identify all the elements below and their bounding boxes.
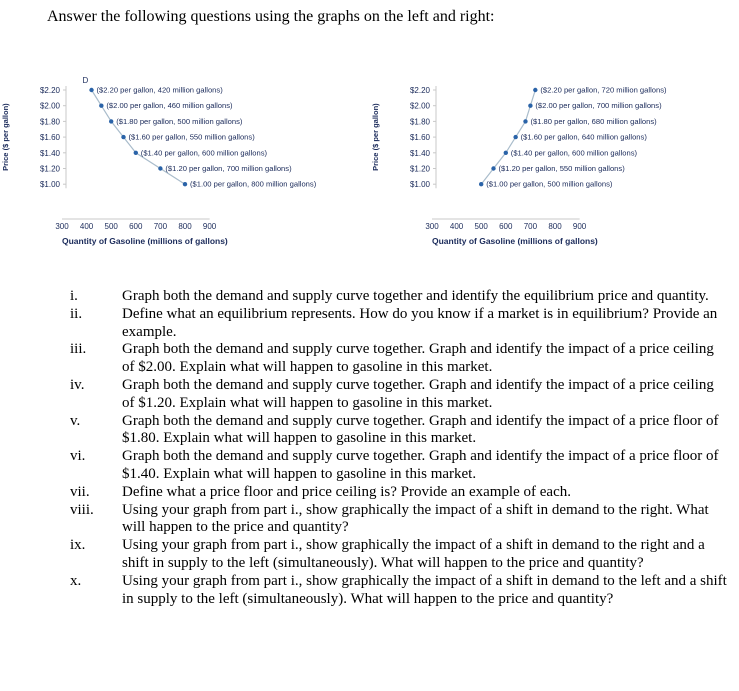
x-tick-label: 800 bbox=[548, 222, 562, 231]
data-point-label: ($1.80 per gallon, 680 million gallons) bbox=[530, 116, 657, 126]
x-tick-label: 900 bbox=[572, 222, 587, 231]
y-tick-label: $1.40 bbox=[409, 148, 430, 158]
question-item bbox=[60, 377, 730, 413]
question-text: Using your graph from part i., show graphically the impact of a shift in demand to the right and a shift in supply to the left (simultaneously). What will happen to the price and quantity? bbox=[122, 537, 705, 571]
question-number: iv. bbox=[70, 376, 85, 393]
question-item bbox=[60, 537, 730, 573]
data-point-label: ($2.20 per gallon, 720 million gallons) bbox=[540, 85, 667, 95]
data-point-label: ($1.80 per gallon, 500 million gallons) bbox=[116, 116, 243, 126]
data-point bbox=[513, 135, 517, 139]
data-point bbox=[109, 119, 113, 123]
x-tick-label: 700 bbox=[523, 222, 538, 231]
question-item bbox=[60, 502, 730, 538]
question-item bbox=[60, 306, 730, 342]
y-tick-label: $1.80 bbox=[39, 117, 60, 127]
data-point-label: ($1.20 per gallon, 550 million gallons) bbox=[498, 164, 625, 173]
data-point-label: ($2.00 per gallon, 700 million gallons) bbox=[535, 101, 662, 111]
question-item bbox=[60, 573, 730, 609]
data-point-label: ($1.00 per gallon, 800 million gallons) bbox=[190, 179, 317, 189]
x-tick-label: 600 bbox=[129, 222, 143, 231]
question-item bbox=[60, 484, 730, 502]
question-text: Graph both the demand and supply curve together. Graph and identify the impact of a price ceiling of $1.20. Explain what will happen to gasoline in this market. bbox=[122, 376, 714, 411]
y-tick-label: $1.60 bbox=[39, 133, 60, 143]
y-axis-title: Price ($ per gallon) bbox=[371, 103, 380, 171]
data-point-label: ($1.60 per gallon, 640 million gallons) bbox=[520, 132, 647, 142]
x-tick-label: 600 bbox=[499, 222, 513, 231]
data-point bbox=[533, 88, 537, 92]
question-text: Define what an equilibrium represents. How do you know if a market is in equilibrium? Provide an example. bbox=[122, 305, 718, 340]
y-tick-label: $1.00 bbox=[39, 180, 60, 190]
supply-graph bbox=[370, 55, 739, 255]
x-tick-label: 500 bbox=[474, 222, 488, 231]
question-number: ix. bbox=[70, 537, 86, 554]
question-text: Graph both the demand and supply curve together. Graph and identify the impact of a price ceiling of $2.00. Explain what will happen to gasoline in this market. bbox=[122, 341, 714, 376]
data-point bbox=[479, 182, 483, 186]
data-point bbox=[89, 88, 93, 92]
data-point-label: ($2.20 per gallon, 420 million gallons) bbox=[96, 85, 223, 95]
question-number: x. bbox=[70, 572, 82, 589]
y-axis-title: Price ($ per gallon) bbox=[1, 103, 10, 171]
x-tick-label: 900 bbox=[202, 222, 217, 231]
data-point bbox=[183, 182, 187, 186]
question-item bbox=[60, 288, 730, 306]
data-point bbox=[491, 166, 495, 170]
question-text: Using your graph from part i., show graphically the impact of a shift in demand to the right. What will happen to the price and quantity? bbox=[122, 501, 709, 536]
x-axis-title: Quantity of Gasoline (millions of gallons) bbox=[432, 236, 598, 246]
question-text: Graph both the demand and supply curve together and identify the equilibrium price and quantity. bbox=[122, 288, 709, 304]
data-point-label: ($1.40 per gallon, 600 million gallons) bbox=[140, 148, 268, 158]
data-point bbox=[121, 135, 125, 139]
question-number: i. bbox=[70, 288, 78, 304]
y-tick-label: $2.20 bbox=[409, 86, 430, 95]
data-point-label: ($1.20 per gallon, 700 million gallons) bbox=[165, 164, 292, 173]
data-point-label: ($1.60 per gallon, 550 million gallons) bbox=[128, 132, 255, 142]
question-item bbox=[60, 413, 730, 449]
question-text: Using your graph from part i., show graphically the impact of a shift in demand to the left and a shift in supply to the left (simultaneously). What will happen to the price and quantity? bbox=[122, 572, 727, 607]
demand-curve-label: D bbox=[82, 76, 89, 85]
question-text: Graph both the demand and supply curve together. Graph and identify the impact of a price floor of $1.40. Explain what will happen to gasoline in this market. bbox=[122, 448, 719, 482]
x-tick-label: 400 bbox=[79, 222, 94, 231]
data-point-label: ($1.40 per gallon, 600 million gallons) bbox=[510, 148, 638, 158]
data-point-label: ($2.00 per gallon, 460 million gallons) bbox=[106, 101, 233, 111]
data-point bbox=[158, 166, 162, 170]
question-item bbox=[60, 341, 730, 377]
y-tick-label: $1.60 bbox=[409, 133, 430, 143]
instructions-heading: Answer the following questions using the graphs on the left and right: bbox=[47, 8, 495, 25]
question-number: v. bbox=[70, 412, 81, 429]
data-point bbox=[504, 151, 508, 155]
y-tick-label: $1.00 bbox=[409, 180, 430, 190]
x-tick-label: 400 bbox=[449, 222, 464, 231]
y-tick-label: $1.20 bbox=[39, 164, 60, 174]
y-tick-label: $1.40 bbox=[39, 148, 60, 158]
y-tick-label: $2.20 bbox=[39, 86, 60, 95]
question-text: Graph both the demand and supply curve together. Graph and identify the impact of a price floor of $1.80. Explain what will happen to gasoline in this market. bbox=[122, 412, 719, 447]
question-number: iii. bbox=[70, 341, 87, 358]
y-tick-label: $2.00 bbox=[39, 101, 60, 111]
y-tick-label: $2.00 bbox=[409, 101, 430, 111]
x-tick-label: 500 bbox=[104, 222, 118, 231]
question-list bbox=[60, 288, 730, 608]
data-point-label: ($1.00 per gallon, 500 million gallons) bbox=[486, 179, 613, 189]
x-tick-label: 300 bbox=[55, 222, 69, 231]
x-tick-label: 700 bbox=[153, 222, 168, 231]
question-item bbox=[60, 448, 730, 484]
data-point bbox=[134, 151, 138, 155]
question-number: viii. bbox=[70, 501, 94, 518]
data-point bbox=[99, 104, 103, 108]
x-tick-label: 300 bbox=[425, 222, 439, 231]
question-text: Define what a price floor and price ceiling is? Provide an example of each. bbox=[122, 483, 571, 500]
x-tick-label: 800 bbox=[178, 222, 192, 231]
x-axis-title: Quantity of Gasoline (millions of gallons) bbox=[62, 236, 228, 246]
question-number: ii. bbox=[70, 305, 83, 322]
data-point bbox=[523, 119, 527, 123]
y-tick-label: $1.20 bbox=[409, 164, 430, 174]
y-tick-label: $1.80 bbox=[409, 117, 430, 127]
question-number: vii. bbox=[70, 483, 90, 500]
data-point bbox=[528, 104, 532, 108]
demand-graph bbox=[0, 55, 370, 255]
question-number: vi. bbox=[70, 448, 86, 465]
